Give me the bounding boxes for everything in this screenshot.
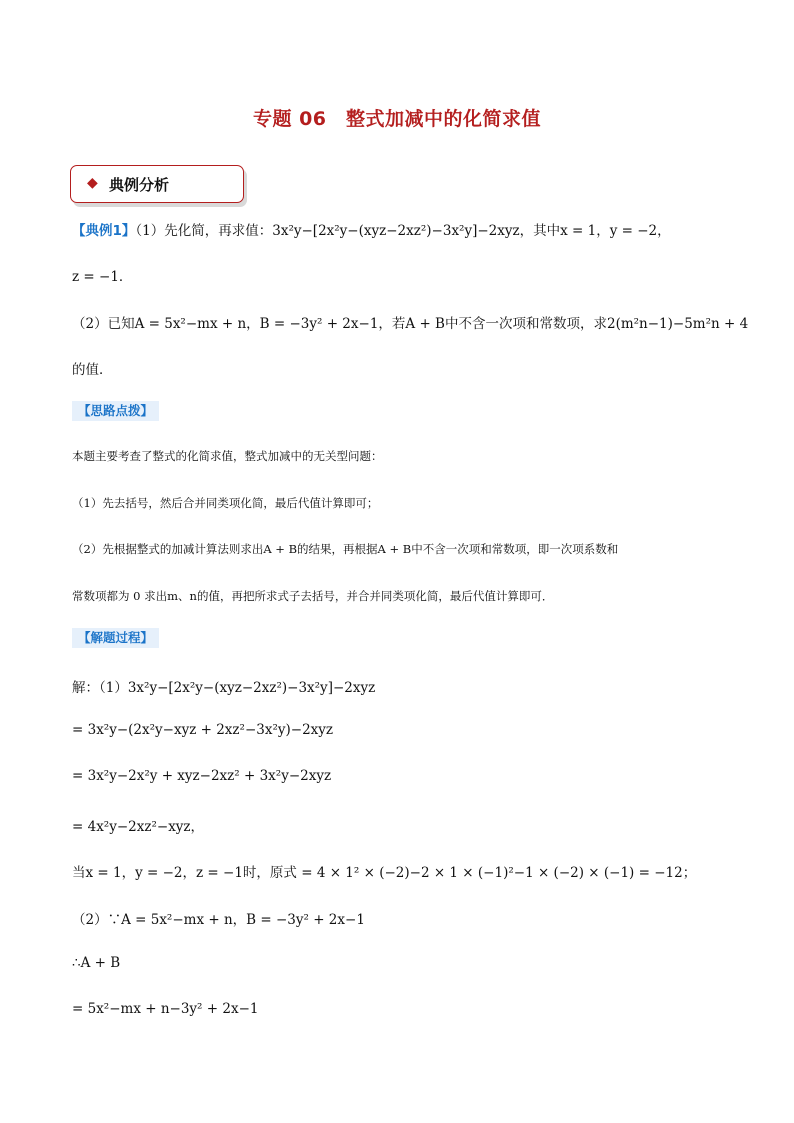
example-q1-line1 (72, 219, 671, 239)
solution-line: ∴A + B (72, 955, 121, 971)
hint-line: 本题主要考查了整式的化简求值，整式加减中的无关型问题： (72, 449, 383, 463)
solution-line: （2）∵A = 5x²−mx + n，B = −3y² + 2x−1 (72, 912, 365, 928)
example-q2-line1: （2）已知A = 5x²−mx + n，B = −3y² + 2x−1，若A + B中不含一次项和常数项，求2(m²n−1)−5m²n + 4 (72, 316, 749, 332)
hint-line: （2）先根据整式的加减计算法则求出A + B的结果，再根据A + B中不含一次项和常数项，即一次项系数和 (72, 542, 619, 556)
solution-line: = 4x²y−2xz²−xyz， (72, 819, 205, 835)
solution-line: = 3x²y−(2x²y−xyz + 2xz²−3x²y)−2xyz (72, 722, 334, 738)
hint-badge: 【思路点拨】 (72, 401, 159, 421)
solution-badge: 【解题过程】 (72, 628, 159, 648)
solution-line: 当x = 1，y = −2，z = −1时，原式 = 4 × 1² × (−2)−2 × 1 × (−1)²−1 × (−2) × (−1) = −12； (72, 865, 697, 881)
solution-line: = 3x²y−2x²y + xyz−2xz² + 3x²y−2xyz (72, 768, 332, 784)
hint-line: 常数项都为 0 求出m、n的值，再把所求式子去括号，并合并同类项化简，最后代值计算即可． (72, 589, 554, 603)
page-title: 专题 06 整式加减中的化简求值 (252, 108, 542, 130)
example-q1-text: （1）先化简，再求值：3x²y−[2x²y−(xyz−2xz²)−3x²y]−2xyz，其中x = 1，y = −2， (135, 223, 671, 239)
solution-line: 解：（1）3x²y−[2x²y−(xyz−2xz²)−3x²y]−2xyz (72, 680, 376, 696)
example-q1-line2: z = −1． (72, 269, 133, 285)
section-header-box (70, 165, 244, 203)
solution-line: = 5x²−mx + n−3y² + 2x−1 (72, 1001, 259, 1017)
section-label: 典例分析 (109, 176, 170, 194)
example-q2-line2: 的值． (72, 362, 113, 378)
hint-line: （1）先去括号，然后合并同类项化简，最后代值计算即可； (72, 496, 379, 510)
diamond-icon: ◆ (87, 175, 98, 191)
example-tag: 【典例1】 (72, 223, 136, 239)
